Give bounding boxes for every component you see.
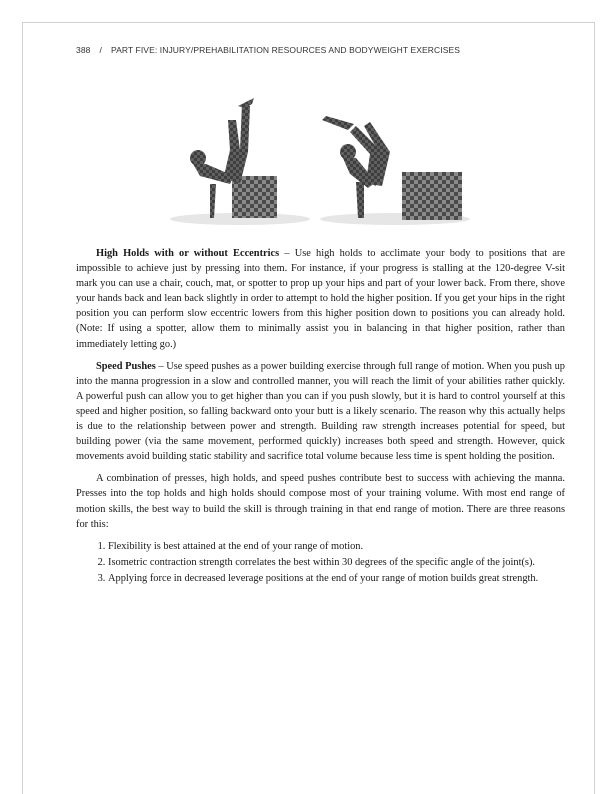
- paragraph-combination: [76, 471, 565, 531]
- running-head: [76, 45, 576, 55]
- reasons-list: [76, 539, 565, 586]
- page-frame-top: [22, 22, 594, 23]
- body-text: [76, 246, 565, 587]
- paragraph-lead: Speed Pushes: [96, 360, 156, 372]
- paragraph-text: A combination of presses, high holds, and speed pushes contribute best to success with achieving the manna. Presses into the top holds and high holds should compose most of your training volume. With most end range of motion skills, the best way to build the skill is through training in that end range of motion. There are three reasons for this:: [76, 473, 565, 530]
- page-number: 388: [76, 45, 91, 55]
- list-item: 2. Isometric contraction strength correlates the best within 30 degrees of the specific angle of the joint(s).: [108, 555, 565, 570]
- exercise-illustration: [170, 92, 470, 232]
- header-separator: /: [99, 45, 102, 55]
- paragraph-text: – Use speed pushes as a power building exercise through full range of motion. When you push up into the manna progression in a slow and controlled manner, you will reach the limit of your abilities rather quickly. A powerful push can allow you to get higher than you can if you push slowly, but it is hard to control yourself at this speed and higher position, so falling backward onto your butt is a likely scenario. The reason why this actually helps is due to the relationship between power and strength. Building raw strength increases potential for speed, but building power (via the same movement, performed quickly) increases both speed and strength. However, quick movements avoid building static stability and sacrifice total volume because less time is spent holding the position.: [76, 360, 565, 463]
- page-frame-left: [22, 22, 23, 794]
- paragraph-speed-pushes: [76, 359, 565, 465]
- athlete-figure-right: [322, 116, 390, 218]
- list-item: 1. Flexibility is best attained at the end of your range of motion.: [108, 539, 565, 554]
- paragraph-high-holds: [76, 246, 565, 352]
- paragraph-lead: High Holds with or without Eccentrics: [96, 248, 280, 259]
- list-item: 3. Applying force in decreased leverage positions at the end of your range of motion builds great strength.: [108, 571, 565, 586]
- page-frame-right: [594, 22, 595, 794]
- section-title: PART FIVE: INJURY/PREHABILITATION RESOURCES AND BODYWEIGHT EXERCISES: [110, 45, 461, 55]
- paragraph-text: – Use high holds to acclimate your body to positions that are impossible to achieve just by pressing into them. For instance, if your progress is stalling at the 120-degree V-sit mark you can use a chair, couch, mat, or spotter to prop up your hips and part of your lower back. From there, shove your hands back and lean back slightly in order to attempt to hold the higher position. If you get your hips in the right position you can perform slow eccentric lowers from this higher position down to positions you can already hold. (Note: If using a spotter, allow them to minimally assist you in balancing in that higher position, rather than immediately letting go.): [76, 248, 565, 350]
- plyo-box-right: [402, 172, 462, 220]
